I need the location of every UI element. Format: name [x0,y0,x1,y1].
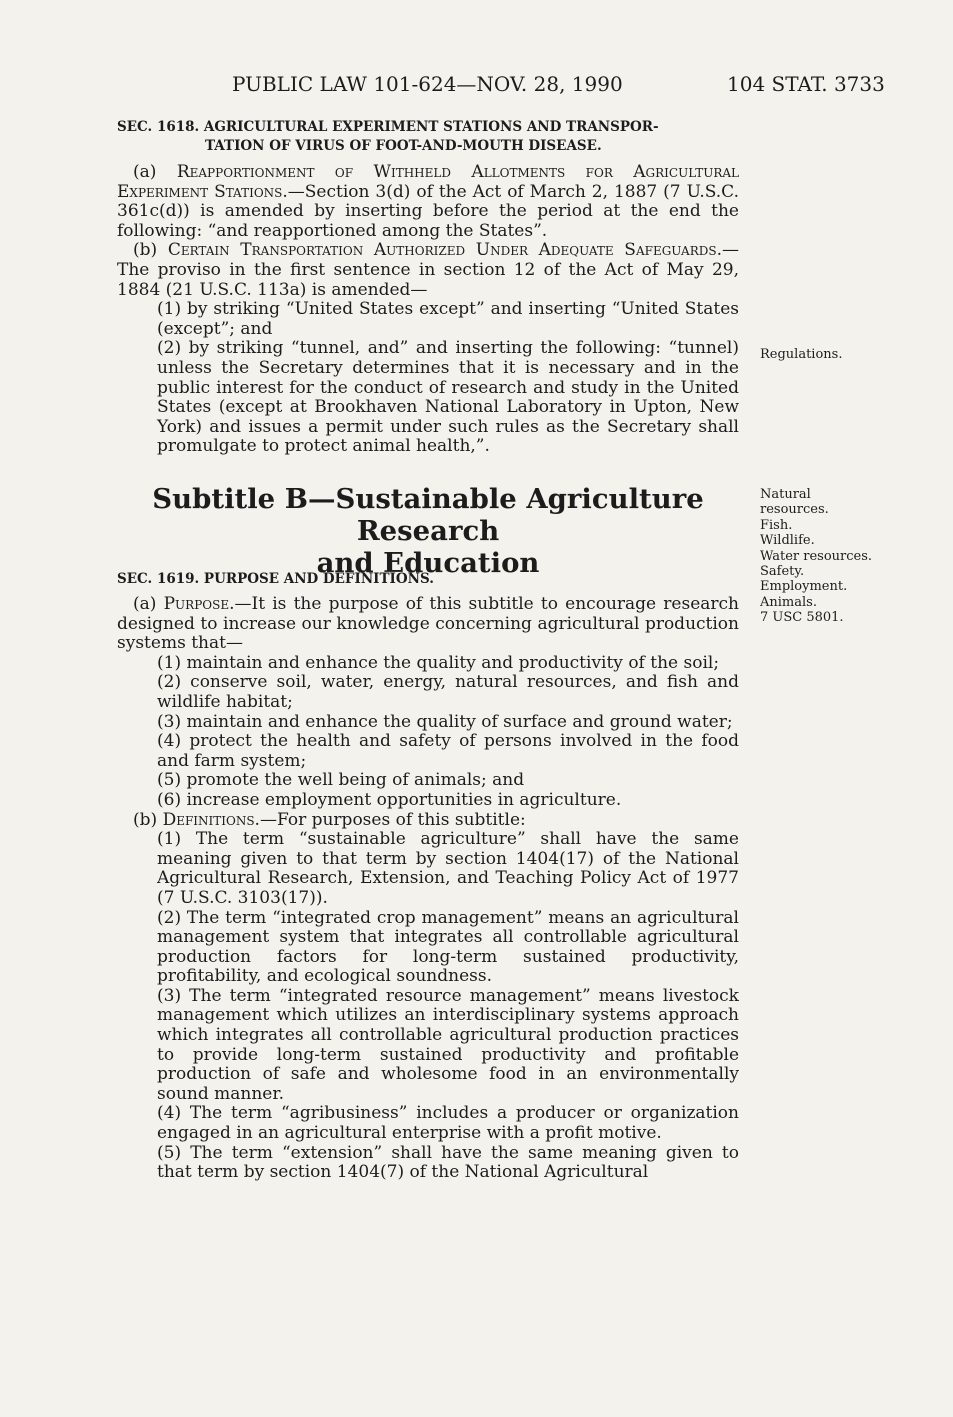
definition-item: (3) The term “integrated resource management” means livestock management which utilizes an interdisciplinary systems approach which integrates all controllable agricultural production practices to provide long-term sustained productivity and profitable production of safe and wholesome food in an environmentally sound manner. [157,985,739,1104]
section-1619-subsection-b: (b) Definitions.—For purposes of this subtitle: [133,809,526,830]
running-header-stat-page: 104 STAT. 3733 [727,72,885,96]
definition-item: (5) The term “extension” shall have the same meaning given to that term by section 1404(7) of the National Agricultural [157,1142,739,1183]
list-item: (2) conserve soil, water, energy, natural resources, and fish and wildlife habitat; [157,672,739,712]
section-1619-heading: SEC. 1619. PURPOSE AND DEFINITIONS. [117,571,434,587]
section-1618-subsection-b: (b) Certain Transportation Authorized Under Adequate Safeguards.—The proviso in the first sentence in section 12 of the Act of May 29, 1884 (21 U.S.C. 113a) is amended— [117,240,739,300]
running-header-title: PUBLIC LAW 101-624—NOV. 28, 1990 [232,72,623,96]
list-item: (3) maintain and enhance the quality of surface and ground water; [157,711,733,732]
definition-item: (4) The term “agribusiness” includes a producer or organization engaged in an agricultural enterprise with a profit motive. [157,1103,739,1144]
margin-note-regulations: Regulations. [760,347,843,362]
section-1619-subsection-a: (a) Purpose.—It is the purpose of this subtitle to encourage research designed to increase our knowledge concerning agricultural production systems that— [117,594,739,654]
section-1618-subsection-a: (a) Reapportionment of Withheld Allotments for Agricultural Experiment Stations.—Section 3(d) of the Act of March 2, 1887 (7 U.S.C. 361c(d)) is amended by inserting before the period at the end the following: “and reapportioned among the States”. [117,162,739,241]
section-1618 [117,118,739,457]
list-item: (1) maintain and enhance the quality and productivity of the soil; [157,652,720,673]
list-item: (5) promote the well being of animals; and [157,770,525,791]
definition-item: (1) The term “sustainable agriculture” shall have the same meaning given to that term by section 1404(17) of the National Agricultural Research, Extension, and Teaching Policy Act of 1977 (7 U.S.C. 3103(17)). [157,829,739,908]
paragraph-b2: (2) by striking “tunnel, and” and inserting the following: “tunnel) unless the Secretary determines that it is necessary and in the public interest for the conduct of research and study in the United States (except at Brookhaven National Laboratory in Upton, New York) and issues a permit under such rules as the Secretary shall promulgate to protect animal health,”. [157,338,739,457]
subtitle-heading: Subtitle B—Sustainable Agriculture Research and Education [152,483,704,579]
paragraph-b1: (1) by striking “United States except” and inserting “United States (except”; and [157,299,739,339]
list-item: (6) increase employment opportunities in agriculture. [157,789,622,810]
definition-item: (2) The term “integrated crop management” means an agricultural management system that integrates all controllable agricultural production factors for long-term sustained productivity, profitability, and ecological soundness. [157,907,739,987]
section-1618-heading: SEC. 1618. AGRICULTURAL EXPERIMENT STATIONS AND TRANSPOR- TATION OF VIRUS OF FOOT-AND-MOUTH DISEASE. [117,119,659,154]
list-item: (4) protect the health and safety of persons involved in the food and farm system; [157,731,739,771]
section-1619 [117,570,739,1183]
margin-notes-subjects: Natural resources. Fish. Wildlife. Water resources. Safety. Employment. Animals. 7 USC 5801. [760,487,873,626]
